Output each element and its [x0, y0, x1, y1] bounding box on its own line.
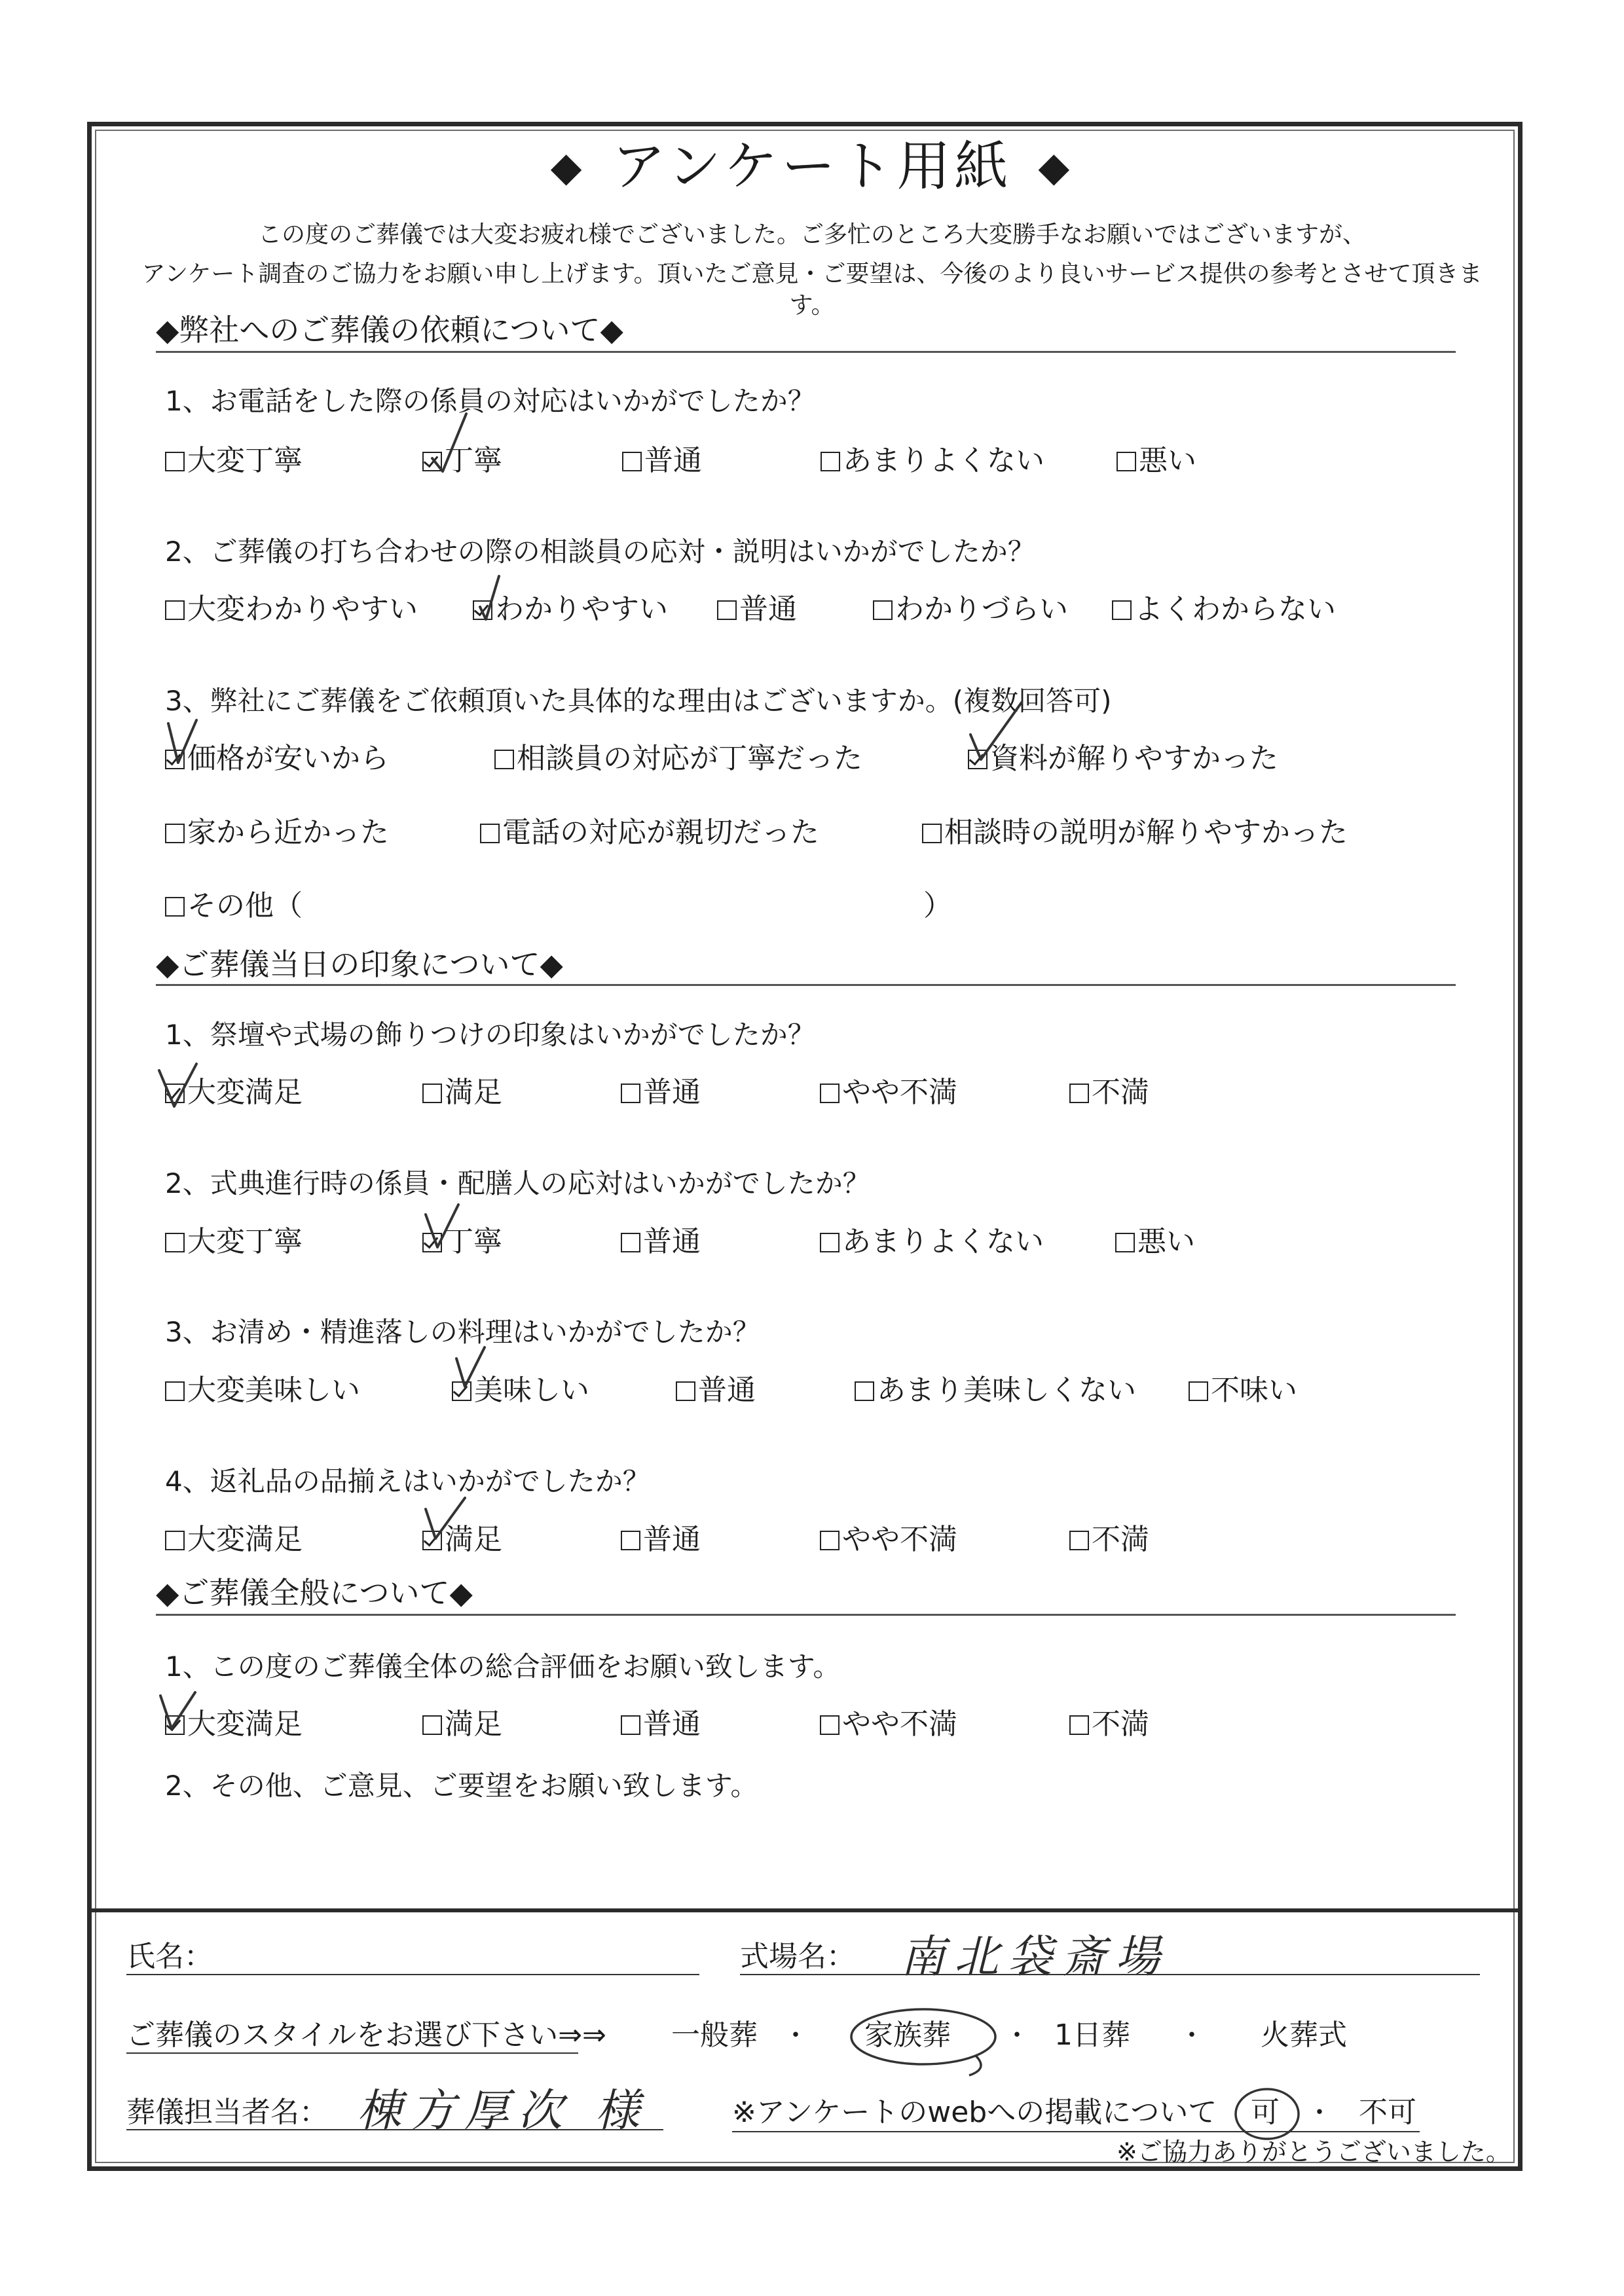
- s2q4-option-1[interactable]: 大変満足: [165, 1521, 303, 1559]
- s1q1-option-1[interactable]: 大変丁寧: [165, 442, 303, 480]
- checkbox-icon[interactable]: [1116, 452, 1136, 471]
- s2q3-option-5[interactable]: 不味い: [1189, 1372, 1297, 1410]
- web-consent-label: ※アンケートのwebへの掲載について: [732, 2096, 1217, 2129]
- checkbox-icon[interactable]: [165, 1531, 185, 1550]
- s1q3-option-price[interactable]: 価格が安いから: [165, 740, 389, 778]
- s1q2-option-5[interactable]: よくわからない: [1112, 591, 1336, 629]
- s2q2-option-2[interactable]: 丁寧: [422, 1223, 502, 1261]
- s1q3-option-near-home[interactable]: 家から近かった: [165, 814, 389, 852]
- s2q4-option-2[interactable]: 満足: [422, 1521, 502, 1559]
- checkbox-icon[interactable]: [621, 1084, 640, 1103]
- question-1-1: 1、お電話をした際の係員の対応はいかがでしたか？: [165, 385, 815, 417]
- name-field[interactable]: [126, 1974, 699, 1975]
- checked-checkbox-icon[interactable]: [422, 1531, 442, 1550]
- checkbox-icon[interactable]: [165, 1381, 185, 1401]
- thanks-note: ※ご協力ありがとうございました。: [1116, 2138, 1511, 2166]
- staff-label: 葬儀担当者名：: [126, 2096, 328, 2129]
- s2q2-option-3[interactable]: 普通: [621, 1223, 701, 1261]
- section-heading-general: ◆ご葬儀全般について◆: [156, 1575, 473, 1611]
- s2q1-option-2[interactable]: 満足: [422, 1074, 502, 1112]
- checkbox-icon[interactable]: [621, 1233, 640, 1252]
- checkbox-icon[interactable]: [676, 1381, 695, 1401]
- s2q3-option-1[interactable]: 大変美味しい: [165, 1372, 360, 1410]
- style-option-family[interactable]: 家族葬: [864, 2018, 951, 2052]
- checkbox-icon[interactable]: [821, 452, 840, 471]
- checkbox-icon[interactable]: [621, 1531, 640, 1550]
- checkbox-icon[interactable]: [165, 824, 185, 843]
- s1q1-option-5[interactable]: 悪い: [1116, 442, 1196, 480]
- checkbox-icon[interactable]: [820, 1084, 840, 1103]
- s2q4-option-5[interactable]: 不満: [1069, 1521, 1149, 1559]
- other-paren-close: ）: [923, 889, 952, 922]
- title-text: アンケート用紙: [612, 136, 1012, 198]
- s2q2-option-4[interactable]: あまりよくない: [820, 1223, 1044, 1261]
- section-heading-day-impression: ◆ご葬儀当日の印象について◆: [156, 947, 563, 982]
- s1q2-option-1[interactable]: 大変わかりやすい: [165, 591, 418, 629]
- s3q1-option-3[interactable]: 普通: [621, 1705, 701, 1743]
- section-rule: [156, 1614, 1456, 1616]
- s1q3-option-phone[interactable]: 電話の対応が親切だった: [480, 814, 819, 852]
- checkbox-icon[interactable]: [422, 1084, 442, 1103]
- s3q1-option-1[interactable]: 大変満足: [165, 1705, 303, 1743]
- web-option-deny[interactable]: 不可: [1359, 2096, 1416, 2129]
- checkbox-icon[interactable]: [922, 824, 942, 843]
- s1q3-option-explanation[interactable]: 相談時の説明が解りやすかった: [922, 814, 1348, 852]
- checkbox-icon[interactable]: [820, 1233, 840, 1252]
- title-diamond-left-icon: ◆: [550, 143, 586, 191]
- question-1-3: 3、弊社にご葬儀をご依頼頂いた具体的な理由はございますか。(複数回答可): [165, 685, 1112, 717]
- checkbox-icon[interactable]: [820, 1531, 840, 1550]
- s3q1-option-2[interactable]: 満足: [422, 1705, 502, 1743]
- s2q3-option-3[interactable]: 普通: [676, 1372, 756, 1410]
- checkbox-icon[interactable]: [422, 1715, 442, 1735]
- s2q2-option-5[interactable]: 悪い: [1115, 1223, 1195, 1261]
- s1q1-option-2[interactable]: 丁寧: [422, 442, 502, 480]
- web-option-allow[interactable]: 可: [1251, 2096, 1280, 2129]
- s1q1-option-3[interactable]: 普通: [622, 442, 702, 480]
- checked-checkbox-icon[interactable]: [165, 750, 185, 769]
- checked-checkbox-icon[interactable]: [422, 1233, 442, 1252]
- s2q4-option-4[interactable]: やや不満: [820, 1521, 957, 1559]
- checked-checkbox-icon[interactable]: [165, 1084, 185, 1103]
- s1q3-option-materials[interactable]: 資料が解りやすかった: [968, 740, 1278, 778]
- s1q3-option-counselor[interactable]: 相談員の対応が丁寧だった: [494, 740, 862, 778]
- s1q3-option-other[interactable]: その他（: [165, 887, 303, 925]
- question-2-3: 3、お清め・精進落しの料理はいかがでしたか？: [165, 1316, 760, 1348]
- checkbox-icon[interactable]: [820, 1715, 840, 1735]
- style-option-general[interactable]: 一般葬: [671, 2018, 758, 2052]
- form-frame-inner: [95, 130, 1515, 2163]
- web-sep: ・: [1306, 2098, 1333, 2128]
- intro-line-2: アンケート調査のご協力をお願い申し上げます。頂いたご意見・ご要望は、今後のより良いサービス提供の参考とさせて頂きます。: [141, 261, 1483, 319]
- venue-label: 式場名：: [740, 1940, 855, 1973]
- question-3-1: 1、この度のご葬儀全体の総合評価をお願い致します。: [165, 1650, 841, 1683]
- style-underline: [126, 2052, 578, 2054]
- s2q1-option-5[interactable]: 不満: [1069, 1074, 1149, 1112]
- staff-field[interactable]: 棟方厚次 様: [357, 2085, 649, 2137]
- checkbox-icon[interactable]: [165, 1233, 185, 1252]
- section-rule: [156, 351, 1456, 353]
- checkbox-icon[interactable]: [855, 1381, 874, 1401]
- s1q2-option-3[interactable]: 普通: [717, 591, 797, 629]
- style-option-cremation[interactable]: 火葬式: [1261, 2018, 1347, 2052]
- checked-checkbox-icon[interactable]: [473, 600, 492, 620]
- question-2-4: 4、返礼品の品揃えはいかがでしたか？: [165, 1465, 650, 1497]
- checked-checkbox-icon[interactable]: [165, 1715, 185, 1735]
- checked-checkbox-icon[interactable]: [452, 1381, 471, 1401]
- checkbox-icon[interactable]: [621, 1715, 640, 1735]
- checkbox-icon[interactable]: [494, 750, 514, 769]
- checkbox-icon[interactable]: [165, 600, 185, 620]
- s2q4-option-3[interactable]: 普通: [621, 1521, 701, 1559]
- form-title: [0, 128, 1624, 206]
- s2q1-option-4[interactable]: やや不満: [820, 1074, 957, 1112]
- s1q1-option-4[interactable]: あまりよくない: [821, 442, 1044, 480]
- checked-checkbox-icon[interactable]: [422, 452, 442, 471]
- style-option-one-day[interactable]: 1日葬: [1054, 2018, 1130, 2052]
- checkbox-icon[interactable]: [717, 600, 737, 620]
- footer-divider: [92, 1908, 1519, 1912]
- question-2-2: 2、式典進行時の係員・配膳人の応対はいかがでしたか？: [165, 1167, 870, 1199]
- s1q2-option-2[interactable]: わかりやすい: [473, 591, 668, 629]
- checkbox-icon[interactable]: [1189, 1381, 1208, 1401]
- question-2-1: 1、祭壇や式場の飾りつけの印象はいかがでしたか？: [165, 1019, 815, 1051]
- checkbox-icon[interactable]: [165, 452, 185, 471]
- s2q1-option-3[interactable]: 普通: [621, 1074, 701, 1112]
- checkbox-icon[interactable]: [480, 824, 500, 843]
- style-sep: ・: [783, 2020, 809, 2050]
- web-underline: [732, 2131, 1420, 2132]
- checkbox-icon[interactable]: [622, 452, 642, 471]
- venue-field[interactable]: 南北袋斎場: [900, 1931, 1170, 1983]
- checked-checkbox-icon[interactable]: [968, 750, 987, 769]
- s3q1-option-5[interactable]: 不満: [1069, 1705, 1149, 1743]
- s2q3-option-4[interactable]: あまり美味しくない: [855, 1372, 1136, 1410]
- title-diamond-right-icon: ◆: [1038, 143, 1074, 191]
- section-heading-request: ◆弊社へのご葬儀の依頼について◆: [156, 312, 623, 348]
- intro-line-1: この度のご葬儀では大変お疲れ様でございました。ご多忙のところ大変勝手なお願いではございますが、: [257, 221, 1366, 248]
- section-rule: [156, 984, 1456, 986]
- style-sep: ・: [1004, 2020, 1030, 2050]
- style-label: ご葬儀のスタイルをお選び下さい⇒⇒: [126, 2018, 606, 2052]
- checkbox-icon[interactable]: [873, 600, 893, 620]
- checkbox-icon[interactable]: [1112, 600, 1132, 620]
- name-label: 氏名：: [126, 1940, 213, 1973]
- question-3-2: 2、その他、ご意見、ご要望をお願い致します。: [165, 1770, 758, 1802]
- checkbox-icon[interactable]: [1115, 1233, 1135, 1252]
- s2q1-option-1[interactable]: 大変満足: [165, 1074, 303, 1112]
- venue-underline: [740, 1974, 1480, 1975]
- s2q2-option-1[interactable]: 大変丁寧: [165, 1223, 303, 1261]
- checkbox-icon[interactable]: [1069, 1715, 1089, 1735]
- s1q2-option-4[interactable]: わかりづらい: [873, 591, 1068, 629]
- checkbox-icon[interactable]: [1069, 1084, 1089, 1103]
- checkbox-icon[interactable]: [1069, 1531, 1089, 1550]
- style-sep: ・: [1179, 2020, 1205, 2050]
- checkbox-icon[interactable]: [165, 897, 185, 917]
- s2q3-option-2[interactable]: 美味しい: [452, 1372, 589, 1410]
- staff-underline: [126, 2129, 663, 2130]
- s3q1-option-4[interactable]: やや不満: [820, 1705, 957, 1743]
- question-1-2: 2、ご葬儀の打ち合わせの際の相談員の応対・説明はいかがでしたか？: [165, 536, 1035, 568]
